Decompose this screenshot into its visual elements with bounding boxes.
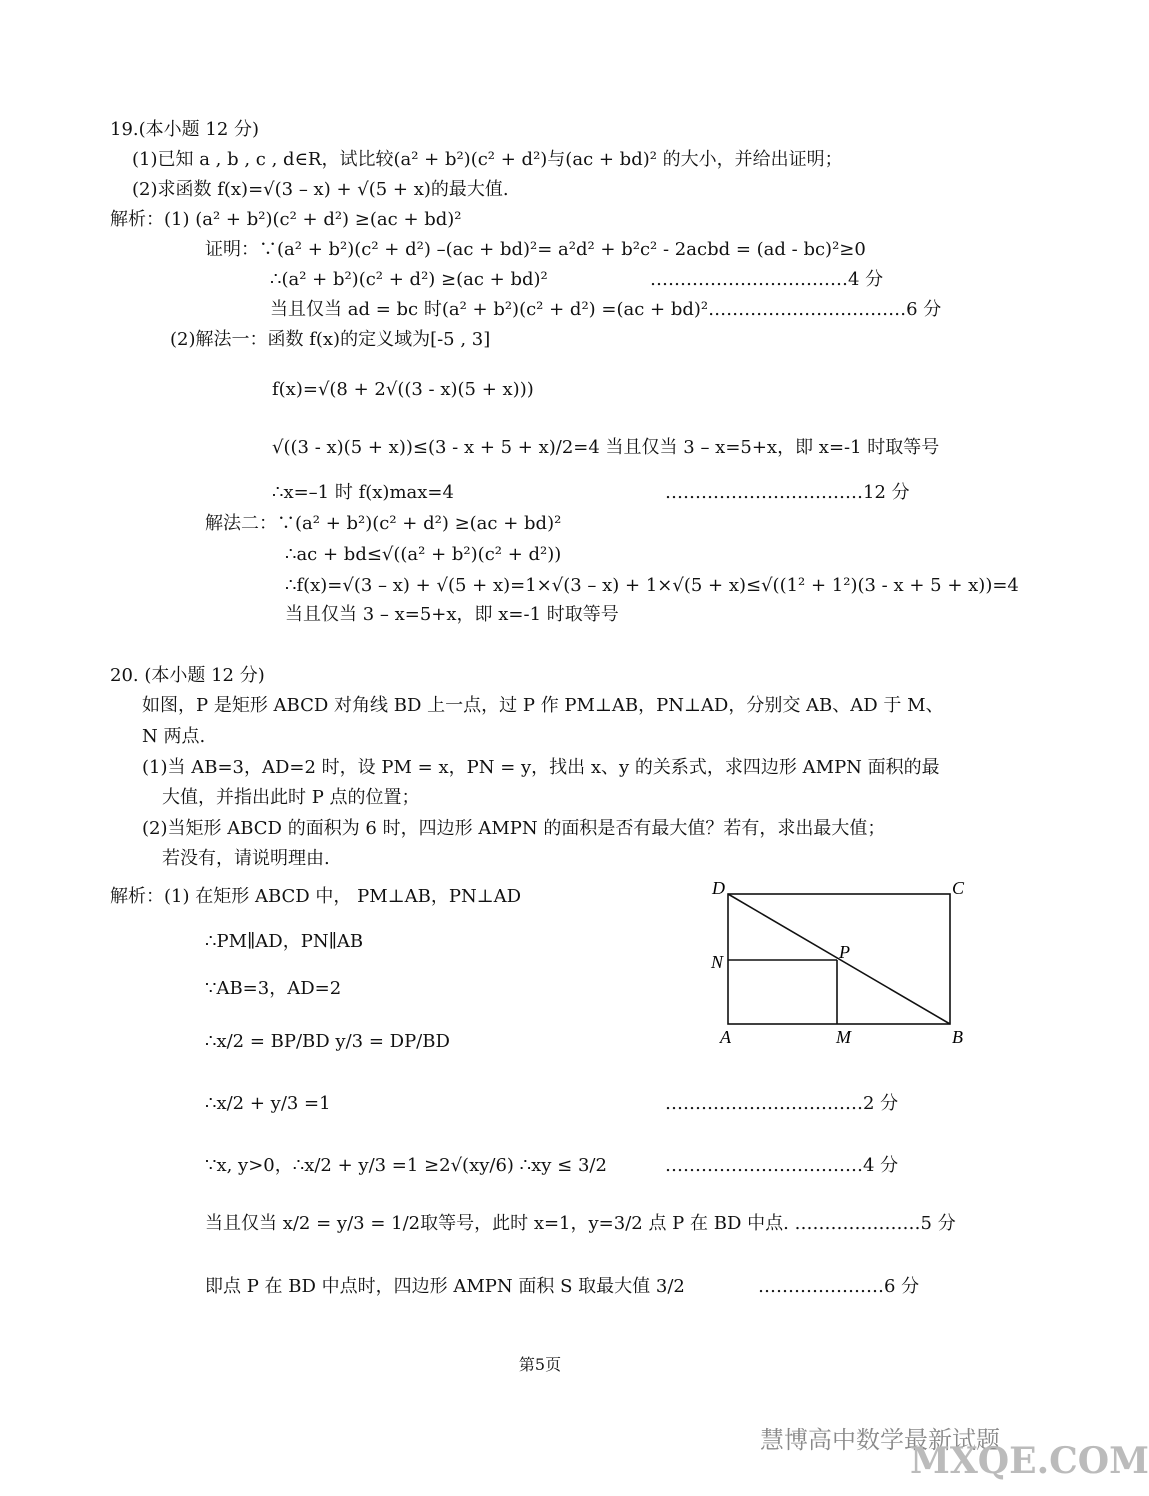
q19-title: 19.(本小题 12 分) (110, 119, 260, 140)
score-4: ……………………………4 分 (650, 269, 884, 290)
label-p: P (839, 942, 850, 962)
label-a: A (720, 1027, 731, 1047)
watermark-text: 慧博高中数学最新试题 (760, 1426, 1000, 1454)
q19-proof-3: 当且仅当 ad = bc 时(a² + b²)(c² + d²) =(ac + bd)²……………………………6 分 (270, 299, 942, 320)
q19-method2-line3: 当且仅当 3 – x=5+x，即 x=-1 时取等号 (285, 604, 619, 625)
label-b: B (952, 1027, 963, 1047)
q20-part1-a: (1)当 AB=3，AD=2 时，设 PM = x，PN = y，找出 x、y 的关系式，求四边形 AMPN 面积的最 (142, 757, 940, 778)
q19-method1-line3: ∴x=–1 时 f(x)max=4 (272, 482, 454, 503)
q20-part2-b: 若没有，请说明理由. (162, 848, 330, 869)
q19-method1-head: (2)解法一：函数 f(x)的定义域为[-5 , 3] (170, 329, 491, 350)
q19-method1-line2: √((3 - x)(5 + x))≤(3 - x + 5 + x)/2=4 当且仅当 3 – x=5+x，即 x=-1 时取等号 (272, 437, 940, 458)
q19-method2-line2: ∴f(x)=√(3 – x) + √(5 + x)=1×√(3 – x) + 1×√(5 + x)≤√((1² + 1²)(3 - x + 5 + x))=4 (285, 575, 1019, 596)
score-4b: ……………………………4 分 (665, 1155, 899, 1176)
score-6: …………………6 分 (758, 1276, 920, 1297)
q20-stem-1: 如图，P 是矩形 ABCD 对角线 BD 上一点，过 P 作 PM⊥AB，PN⊥AD，分别交 AB、AD 于 M、 (142, 695, 944, 716)
score-2: ……………………………2 分 (665, 1093, 899, 1114)
q20-solution-7: 当且仅当 x/2 = y/3 = 1/2取等号，此时 x=1，y=3/2 点 P 在 BD 中点. …………………5 分 (205, 1213, 956, 1234)
page-number: 第5页 (518, 1355, 562, 1374)
score-12: ……………………………12 分 (665, 482, 910, 503)
label-d: D (712, 878, 725, 898)
q20-solution-4: ∴x/2 = BP/BD y/3 = DP/BD (205, 1031, 450, 1052)
rectangle-figure (700, 870, 990, 1050)
q20-solution-3: ∵AB=3，AD=2 (205, 978, 342, 999)
q19-part2: (2)求函数 f(x)=√(3 – x) + √(5 + x)的最大值. (132, 179, 509, 200)
q19-method1-line1: f(x)=√(8 + 2√((3 - x)(5 + x))) (272, 379, 534, 400)
q20-part1-b: 大值，并指出此时 P 点的位置； (162, 787, 420, 808)
label-m: M (836, 1027, 851, 1047)
q20-solution-8: 即点 P 在 BD 中点时，四边形 AMPN 面积 S 取最大值 3/2 (205, 1276, 685, 1297)
q20-solution-1: 解析：(1) 在矩形 ABCD 中， PM⊥AB，PN⊥AD (110, 886, 522, 907)
q19-part1: (1)已知 a , b , c , d∈R，试比较(a² + b²)(c² + d²)与(ac + bd)² 的大小，并给出证明； (132, 149, 843, 170)
label-n: N (711, 952, 724, 972)
q20-stem-2: N 两点. (142, 726, 206, 747)
q19-solution-head: 解析：(1) (a² + b²)(c² + d²) ≥(ac + bd)² (110, 209, 462, 230)
label-c: C (952, 878, 965, 898)
q19-proof-1: 证明：∵(a² + b²)(c² + d²) –(ac + bd)²= a²d² + b²c² - 2acbd = (ad - bc)²≥0 (205, 239, 866, 260)
watermark-logo: MXQE.COM (910, 1440, 1149, 1482)
q20-solution-5: ∴x/2 + y/3 =1 (205, 1093, 331, 1114)
q19-method2-head: 解法二：∵(a² + b²)(c² + d²) ≥(ac + bd)² (205, 513, 562, 534)
q20-title: 20. (本小题 12 分) (110, 665, 265, 686)
q19-proof-2: ∴(a² + b²)(c² + d²) ≥(ac + bd)² (270, 269, 548, 290)
q20-part2-a: (2)当矩形 ABCD 的面积为 6 时，四边形 AMPN 的面积是否有最大值？若有，求出最大值； (142, 818, 886, 839)
q20-solution-6: ∵x, y>0，∴x/2 + y/3 =1 ≥2√(xy/6) ∴xy ≤ 3/2 (205, 1155, 607, 1176)
q19-method2-line1: ∴ac + bd≤√((a² + b²)(c² + d²)) (285, 544, 562, 565)
q20-solution-2: ∴PM∥AD，PN∥AB (205, 931, 364, 952)
